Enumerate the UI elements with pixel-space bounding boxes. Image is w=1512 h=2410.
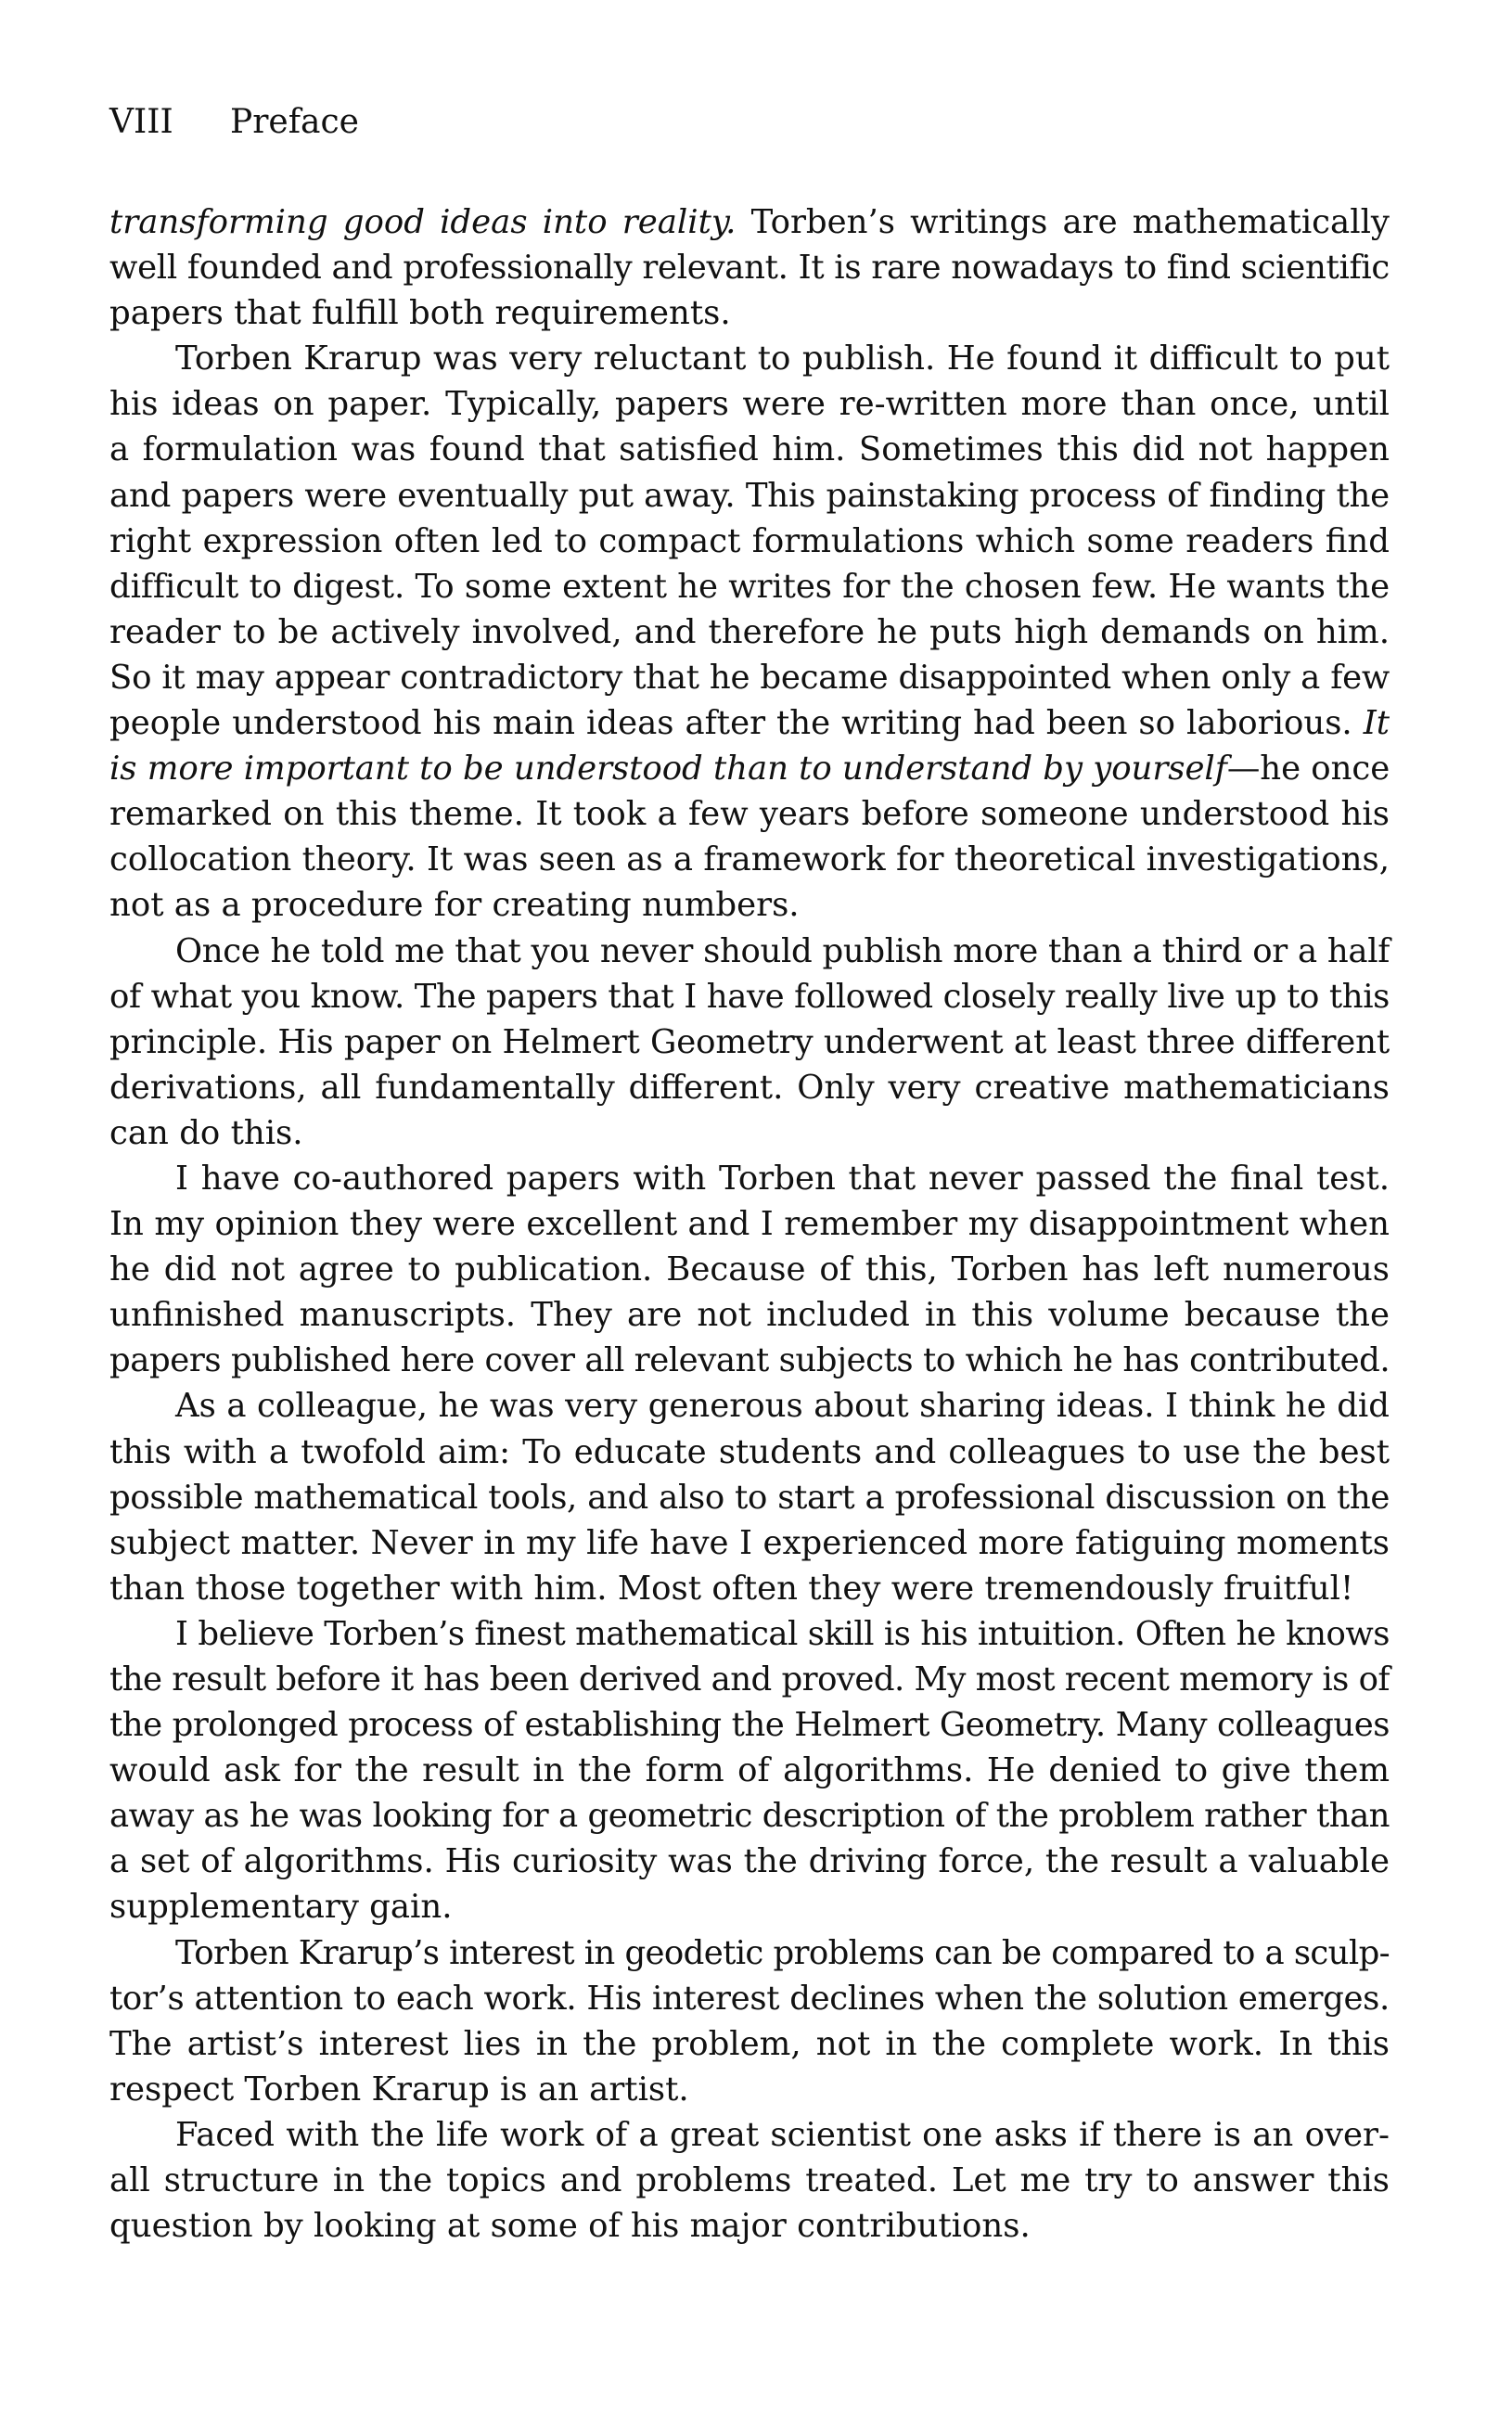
text-line xyxy=(109,1930,1390,1976)
text-line xyxy=(109,974,1390,1019)
text-line xyxy=(109,1247,1390,1292)
text-line xyxy=(109,2203,1390,2249)
text-run: the result before it has been derived and proved. My most recent memory is of xyxy=(109,1660,1390,1699)
text-line xyxy=(109,1338,1390,1383)
text-line xyxy=(109,1065,1390,1110)
italic-text: is more important to be understood than to understand by yourself xyxy=(109,750,1227,788)
text-run: —he once xyxy=(1226,750,1390,788)
text-run: The artist’s interest lies in the problem, not in the complete work. In this xyxy=(109,2024,1390,2063)
text-line xyxy=(109,1884,1390,1929)
text-run: the prolonged process of establishing the Helmert Geometry. Many colleagues xyxy=(109,1706,1390,1745)
text-line xyxy=(109,655,1390,700)
text-run: derivations, all fundamentally different. Only very creative mathematicians xyxy=(109,1068,1390,1107)
text-line xyxy=(109,2112,1390,2158)
text-line xyxy=(109,1110,1390,1156)
text-run: I have co-authored papers with Torben that never passed the final test. xyxy=(175,1159,1390,1198)
text-run: Torben Krarup was very reluctant to publish. He found it difficult to put xyxy=(175,340,1390,378)
text-run: papers published here cover all relevant subjects to which he has contributed. xyxy=(109,1341,1390,1380)
text-line xyxy=(109,1748,1390,1793)
text-run: this with a twofold aim: To educate students and colleagues to use the best xyxy=(109,1432,1390,1471)
text-line xyxy=(109,427,1390,472)
text-line xyxy=(109,929,1390,974)
section-title: Preface xyxy=(230,103,359,141)
page-number: VIII xyxy=(109,103,173,141)
text-line xyxy=(109,1383,1390,1429)
text-line xyxy=(109,746,1390,791)
text-run: As a colleague, he was very generous about sharing ideas. I think he did xyxy=(175,1387,1390,1426)
text-line xyxy=(109,1520,1390,1566)
text-run: right expression often led to compact formulations which some readers find xyxy=(109,521,1390,560)
text-run: subject matter. Never in my life have I experienced more fatiguing moments xyxy=(109,1523,1390,1562)
text-line xyxy=(109,199,1390,245)
text-line xyxy=(109,837,1390,882)
text-run: and papers were eventually put away. This painstaking process of finding the xyxy=(109,476,1390,515)
text-run: respect Torben Krarup is an artist. xyxy=(109,2070,689,2109)
text-line xyxy=(109,336,1390,381)
text-line xyxy=(109,791,1390,837)
text-line xyxy=(109,1657,1390,1702)
text-run: a formulation was found that satisfied him. Sometimes this did not happen xyxy=(109,430,1390,469)
text-line xyxy=(109,1201,1390,1247)
body-text xyxy=(109,199,1390,2249)
text-run: unfinished manuscripts. They are not included in this volume because the xyxy=(109,1296,1390,1335)
text-line xyxy=(109,2067,1390,2112)
text-run: tor’s attention to each work. His interest declines when the solution emerges. xyxy=(109,1979,1390,2018)
text-run: Torben’s writings are mathematically xyxy=(736,203,1390,241)
text-line xyxy=(109,1292,1390,1338)
text-run: difficult to digest. To some extent he writes for the chosen few. He wants the xyxy=(109,567,1390,606)
text-line xyxy=(109,564,1390,609)
text-line xyxy=(109,245,1390,290)
text-run: away as he was looking for a geometric description of the problem rather than xyxy=(109,1797,1390,1836)
text-run: question by looking at some of his major contributions. xyxy=(109,2207,1031,2246)
text-line xyxy=(109,882,1390,928)
text-line xyxy=(109,1793,1390,1839)
text-run: than those together with him. Most often they were tremendously fruitful! xyxy=(109,1569,1354,1608)
text-run: a set of algorithms. His curiosity was the driving force, the result a valuable xyxy=(109,1842,1390,1881)
text-run: people understood his main ideas after the writing had been so laborious. xyxy=(109,704,1364,743)
text-run: supplementary gain. xyxy=(109,1888,453,1927)
text-run: Torben Krarup’s interest in geodetic problems can be compared to a sculp- xyxy=(175,1933,1390,1972)
text-line xyxy=(109,1019,1390,1065)
text-run: all structure in the topics and problems treated. Let me try to answer this xyxy=(109,2161,1390,2200)
text-line xyxy=(109,609,1390,655)
text-line xyxy=(109,1839,1390,1884)
text-run: reader to be actively involved, and therefore he puts high demands on him. xyxy=(109,612,1390,651)
text-run: principle. His paper on Helmert Geometry underwent at least three different xyxy=(109,1022,1390,1061)
text-run: his ideas on paper. Typically, papers were re-written more than once, until xyxy=(109,385,1390,424)
italic-text: It xyxy=(1363,704,1390,743)
text-run: would ask for the result in the form of algorithms. He denied to give them xyxy=(109,1751,1390,1790)
text-run: I believe Torben’s finest mathematical skill is his intuition. Often he knows xyxy=(175,1614,1390,1653)
text-line xyxy=(109,1156,1390,1201)
text-line xyxy=(109,473,1390,519)
text-line xyxy=(109,1429,1390,1475)
text-run: remarked on this theme. It took a few years before someone understood his xyxy=(109,795,1390,834)
text-line xyxy=(109,519,1390,564)
text-line xyxy=(109,1976,1390,2021)
text-line xyxy=(109,1611,1390,1657)
text-run: So it may appear contradictory that he became disappointed when only a few xyxy=(109,658,1390,697)
text-run: papers that fulfill both requirements. xyxy=(109,294,731,333)
text-run: collocation theory. It was seen as a framework for theoretical investigations, xyxy=(109,840,1390,879)
text-run: he did not agree to publication. Because of this, Torben has left numerous xyxy=(109,1250,1390,1289)
text-line xyxy=(109,2158,1390,2203)
text-run: In my opinion they were excellent and I remember my disappointment when xyxy=(109,1205,1390,1244)
text-line xyxy=(109,1702,1390,1748)
text-line xyxy=(109,1475,1390,1520)
text-run: of what you know. The papers that I have followed closely really live up to this xyxy=(109,977,1390,1016)
text-line xyxy=(109,381,1390,427)
text-line xyxy=(109,700,1390,746)
text-run: Once he told me that you never should publish more than a third or a half xyxy=(175,931,1390,970)
text-line xyxy=(109,1566,1390,1611)
text-run: well founded and professionally relevant. It is rare nowadays to find scientific xyxy=(109,249,1390,288)
running-head xyxy=(109,100,359,145)
italic-text: transforming good ideas into reality. xyxy=(109,203,737,241)
text-run: not as a procedure for creating numbers. xyxy=(109,886,800,925)
text-run: can do this. xyxy=(109,1113,303,1152)
text-run: Faced with the life work of a great scientist one asks if there is an over- xyxy=(175,2115,1390,2154)
text-run: possible mathematical tools, and also to start a professional discussion on the xyxy=(109,1478,1390,1517)
text-line xyxy=(109,290,1390,336)
text-line xyxy=(109,2021,1390,2067)
